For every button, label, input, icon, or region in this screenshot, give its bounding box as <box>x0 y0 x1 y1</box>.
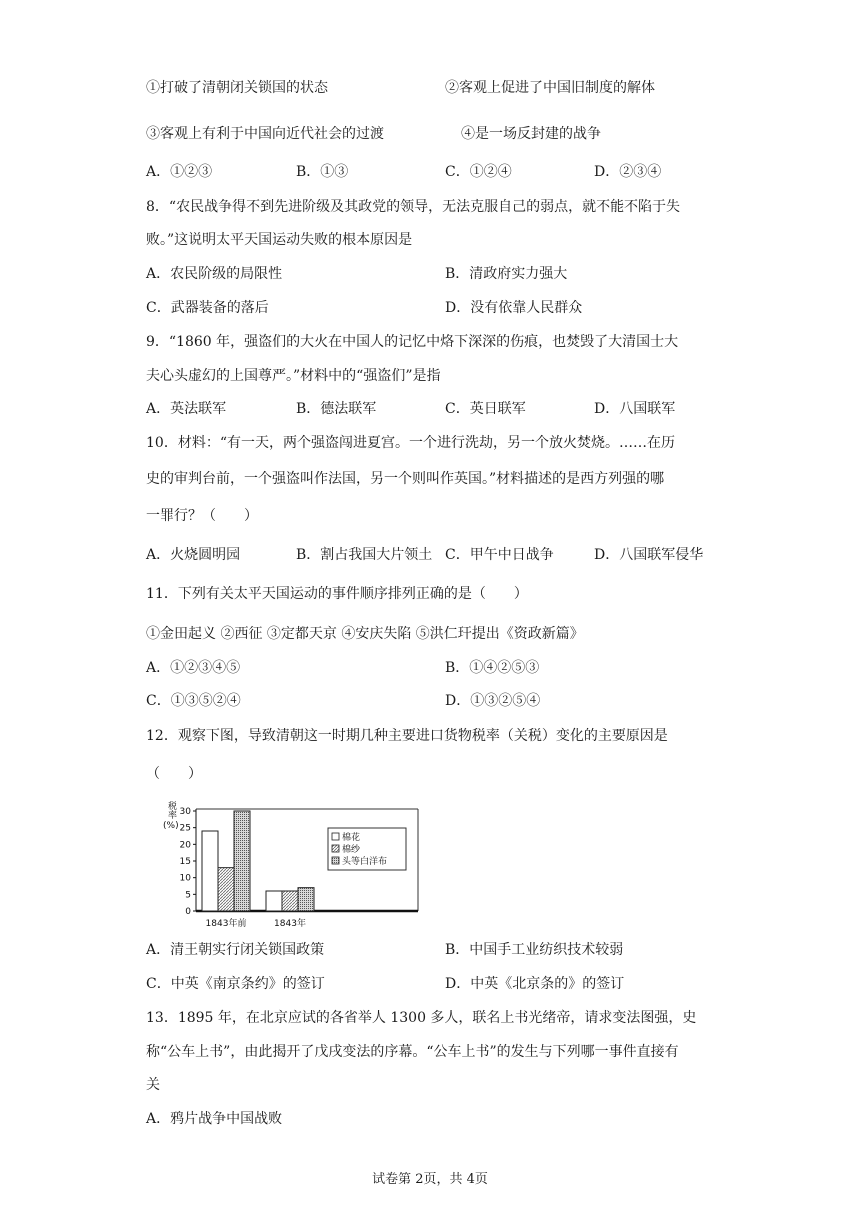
q11-option-a[interactable]: A．①②③④⑤ <box>146 660 241 676</box>
bar-1-3 <box>234 811 250 911</box>
y-tick-label: 15 <box>179 857 191 867</box>
legend-swatch <box>332 857 339 864</box>
q10-option-a[interactable]: A．火烧圆明园 <box>146 547 241 563</box>
legend-label: 棉纱 <box>342 845 361 855</box>
bar-1-1 <box>202 831 218 911</box>
x-tick-label: 1843年 <box>274 919 306 929</box>
q7-item-3: ③客观上有利于中国向近代社会的过渡 <box>146 126 384 142</box>
legend-swatch <box>332 845 339 852</box>
y-axis-label: 税率(%) <box>163 802 179 831</box>
q8-stem-line-2: 败。”这说明太平天国运动失败的根本原因是 <box>146 232 413 248</box>
q7-option-b[interactable]: B．①③ <box>296 164 349 180</box>
q7-item-2: ②客观上促进了中国旧制度的解体 <box>445 80 655 96</box>
q9-option-c[interactable]: C．英日联军 <box>445 401 526 417</box>
q9-option-b[interactable]: B．德法联军 <box>296 401 377 417</box>
q10-stem-line-2: 史的审判台前，一个强盗叫作法国，另一个则叫作英国。”材料描述的是西方列强的哪 <box>146 471 665 487</box>
q9-option-a[interactable]: A．英法联军 <box>146 401 227 417</box>
q8-option-b[interactable]: B．清政府实力强大 <box>445 266 568 282</box>
q8-stem-line-1: 8．“农民战争得不到先进阶级及其政党的领导，无法克服自己的弱点，就不能不陷于失 <box>146 199 681 215</box>
q7-item-1: ①打破了清朝闭关锁国的状态 <box>146 80 328 96</box>
q10-stem-line-1: 10．材料：“有一天，两个强盗闯进夏宫。一个进行洗劫，另一个放火焚烧。……在历 <box>146 435 675 451</box>
q12-stem-line-1: 12．观察下图，导致清朝这一时期几种主要进口货物税率（关税）变化的主要原因是 <box>146 728 668 744</box>
q12-option-b[interactable]: B．中国手工业纺织技术较弱 <box>445 942 624 958</box>
q7-option-d[interactable]: D．②③④ <box>594 164 662 180</box>
legend-label: 头等白洋布 <box>342 857 388 867</box>
y-tick-label: 30 <box>179 807 191 817</box>
q13-stem-line-2: 称“公车上书”，由此揭开了戊戌变法的序幕。“公车上书”的发生与下列哪一事件直接有 <box>146 1044 679 1060</box>
q10-option-d[interactable]: D．八国联军侵华 <box>594 547 704 563</box>
q7-option-a[interactable]: A．①②③ <box>146 164 213 180</box>
q10-stem-line-3: 一罪行？（ ） <box>146 508 258 524</box>
q11-stem-line-1: 11．下列有关太平天国运动的事件顺序排列正确的是（ ） <box>146 586 528 602</box>
q11-stem-line-2: ①金田起义 ②西征 ③定都天京 ④安庆失陷 ⑤洪仁玕提出《资政新篇》 <box>146 626 584 642</box>
q8-option-a[interactable]: A．农民阶级的局限性 <box>146 266 283 282</box>
q13-option-a[interactable]: A．鸦片战争中国战败 <box>146 1111 283 1127</box>
q10-option-b[interactable]: B．割占我国大片领土 <box>296 547 433 563</box>
q7-option-c[interactable]: C．①②④ <box>445 164 512 180</box>
q12-stem-line-2: （ ） <box>146 766 202 782</box>
tariff-bar-chart <box>160 800 422 936</box>
legend-swatch <box>332 833 339 840</box>
bar-2-1 <box>266 891 282 911</box>
y-tick-label: 10 <box>179 873 191 884</box>
q8-option-c[interactable]: C．武器装备的落后 <box>146 300 269 316</box>
y-tick-label: 20 <box>179 840 191 851</box>
q9-stem-line-1: 9．“1860 年，强盗们的大火在中国人的记忆中烙下深深的伤痕，也焚毁了大清国士大 <box>146 334 679 350</box>
q11-option-d[interactable]: D．①③②⑤④ <box>445 693 541 709</box>
q8-option-d[interactable]: D．没有依靠人民群众 <box>445 300 583 316</box>
q9-option-d[interactable]: D．八国联军 <box>594 401 676 417</box>
q12-option-c[interactable]: C．中英《南京条约》的签订 <box>146 976 325 992</box>
y-tick-label: 0 <box>185 907 191 917</box>
bar-2-2 <box>282 891 298 911</box>
q9-stem-line-2: 夫心头虚幻的上国尊严。”材料中的“强盗们”是指 <box>146 368 441 384</box>
q13-stem-line-1: 13．1895 年，在北京应试的各省举人 1300 多人，联名上书光绪帝，请求变法图强，史 <box>146 1010 697 1026</box>
q7-item-4: ④是一场反封建的战争 <box>461 126 601 142</box>
q11-option-c[interactable]: C．①③⑤②④ <box>146 693 241 709</box>
q12-option-a[interactable]: A．清王朝实行闭关锁国政策 <box>146 942 325 958</box>
legend-label: 棉花 <box>342 833 361 843</box>
page-footer: 试卷第 2页，共 4页 <box>372 1172 488 1187</box>
y-tick-label: 25 <box>179 823 191 834</box>
x-tick-label: 1843年前 <box>205 919 247 929</box>
q10-option-c[interactable]: C．甲午中日战争 <box>445 547 554 563</box>
q11-option-b[interactable]: B．①④②⑤③ <box>445 660 540 676</box>
q12-option-d[interactable]: D．中英《北京条的》的签订 <box>445 976 625 992</box>
bar-1-2 <box>218 868 234 911</box>
bar-2-3 <box>298 888 314 911</box>
tariff-chart-svg <box>160 800 422 936</box>
q13-stem-line-3: 关 <box>146 1077 160 1093</box>
y-tick-label: 5 <box>185 890 191 901</box>
